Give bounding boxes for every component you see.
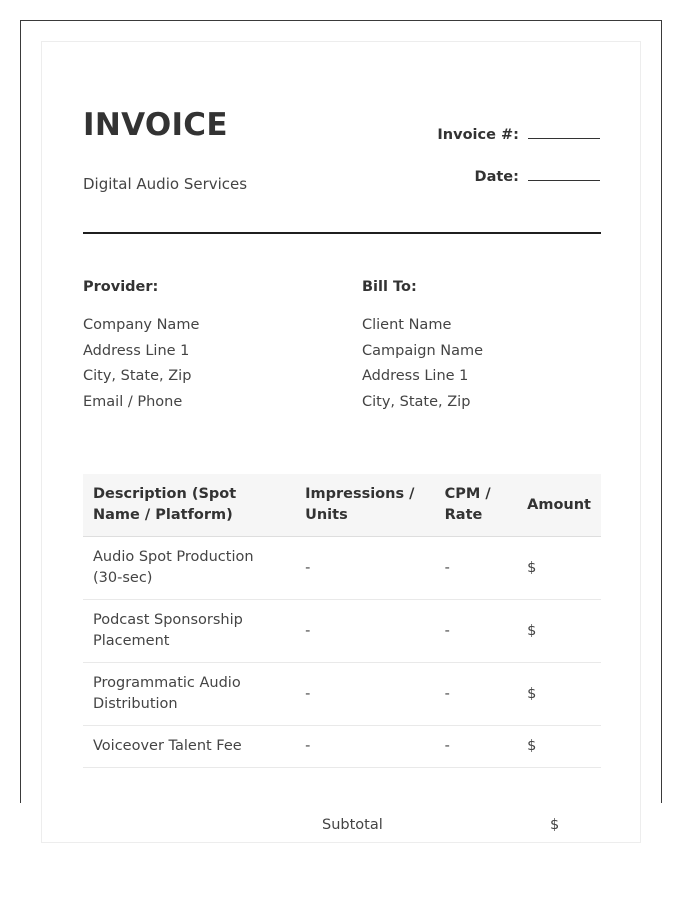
cell-amount: $ <box>517 726 601 768</box>
subtotal-value: $ <box>550 817 560 833</box>
table-row <box>83 663 601 726</box>
invoice-date-field <box>475 166 600 185</box>
cell-rate: - <box>435 663 517 726</box>
column-header-description: Description (Spot Name / Platform) <box>83 474 295 537</box>
column-header-impressions: Impressions / Units <box>295 474 435 537</box>
cell-description: Podcast Sponsorship Placement <box>83 600 295 663</box>
invoice-sheet <box>41 41 641 843</box>
column-header-rate: CPM / Rate <box>435 474 517 537</box>
page-frame <box>20 20 662 833</box>
provider-line: Address Line 1 <box>83 342 190 359</box>
invoice-subtitle: Digital Audio Services <box>83 175 248 193</box>
invoice-date-blank <box>528 166 600 181</box>
invoice-number-blank <box>528 124 600 139</box>
provider-line: Email / Phone <box>83 394 183 411</box>
cell-rate: - <box>435 726 517 768</box>
column-header-amount: Amount <box>517 474 601 537</box>
line-items-table <box>83 474 601 768</box>
bill-to-block <box>362 279 602 416</box>
cell-amount: $ <box>517 537 601 600</box>
table-header-row <box>83 474 601 537</box>
subtotal-label: Subtotal <box>322 817 383 833</box>
cell-impressions: - <box>295 726 435 768</box>
header-divider <box>83 232 601 234</box>
provider-heading: Provider: <box>83 279 159 295</box>
table-row <box>83 600 601 663</box>
bill-to-heading: Bill To: <box>362 279 417 295</box>
table-row <box>83 726 601 768</box>
table-row <box>83 537 601 600</box>
cell-description: Voiceover Talent Fee <box>83 726 295 768</box>
cell-amount: $ <box>517 600 601 663</box>
cell-impressions: - <box>295 600 435 663</box>
provider-block <box>83 279 323 416</box>
bill-to-line: Address Line 1 <box>362 368 469 385</box>
invoice-number-label: Invoice #: <box>437 127 519 143</box>
bill-to-line: City, State, Zip <box>362 394 471 411</box>
invoice-number-field <box>437 124 600 143</box>
cell-impressions: - <box>295 663 435 726</box>
provider-line: Company Name <box>83 317 200 333</box>
invoice-title: INVOICE <box>83 107 228 143</box>
cell-impressions: - <box>295 537 435 600</box>
cell-description: Programmatic Audio Distribution <box>83 663 295 726</box>
invoice-date-label: Date: <box>474 169 519 185</box>
cell-description: Audio Spot Production (30-sec) <box>83 537 295 600</box>
cell-amount: $ <box>517 663 601 726</box>
provider-line: City, State, Zip <box>83 368 192 385</box>
bill-to-line: Campaign Name <box>362 342 484 359</box>
cell-rate: - <box>435 537 517 600</box>
bill-to-line: Client Name <box>362 317 452 333</box>
cell-rate: - <box>435 600 517 663</box>
